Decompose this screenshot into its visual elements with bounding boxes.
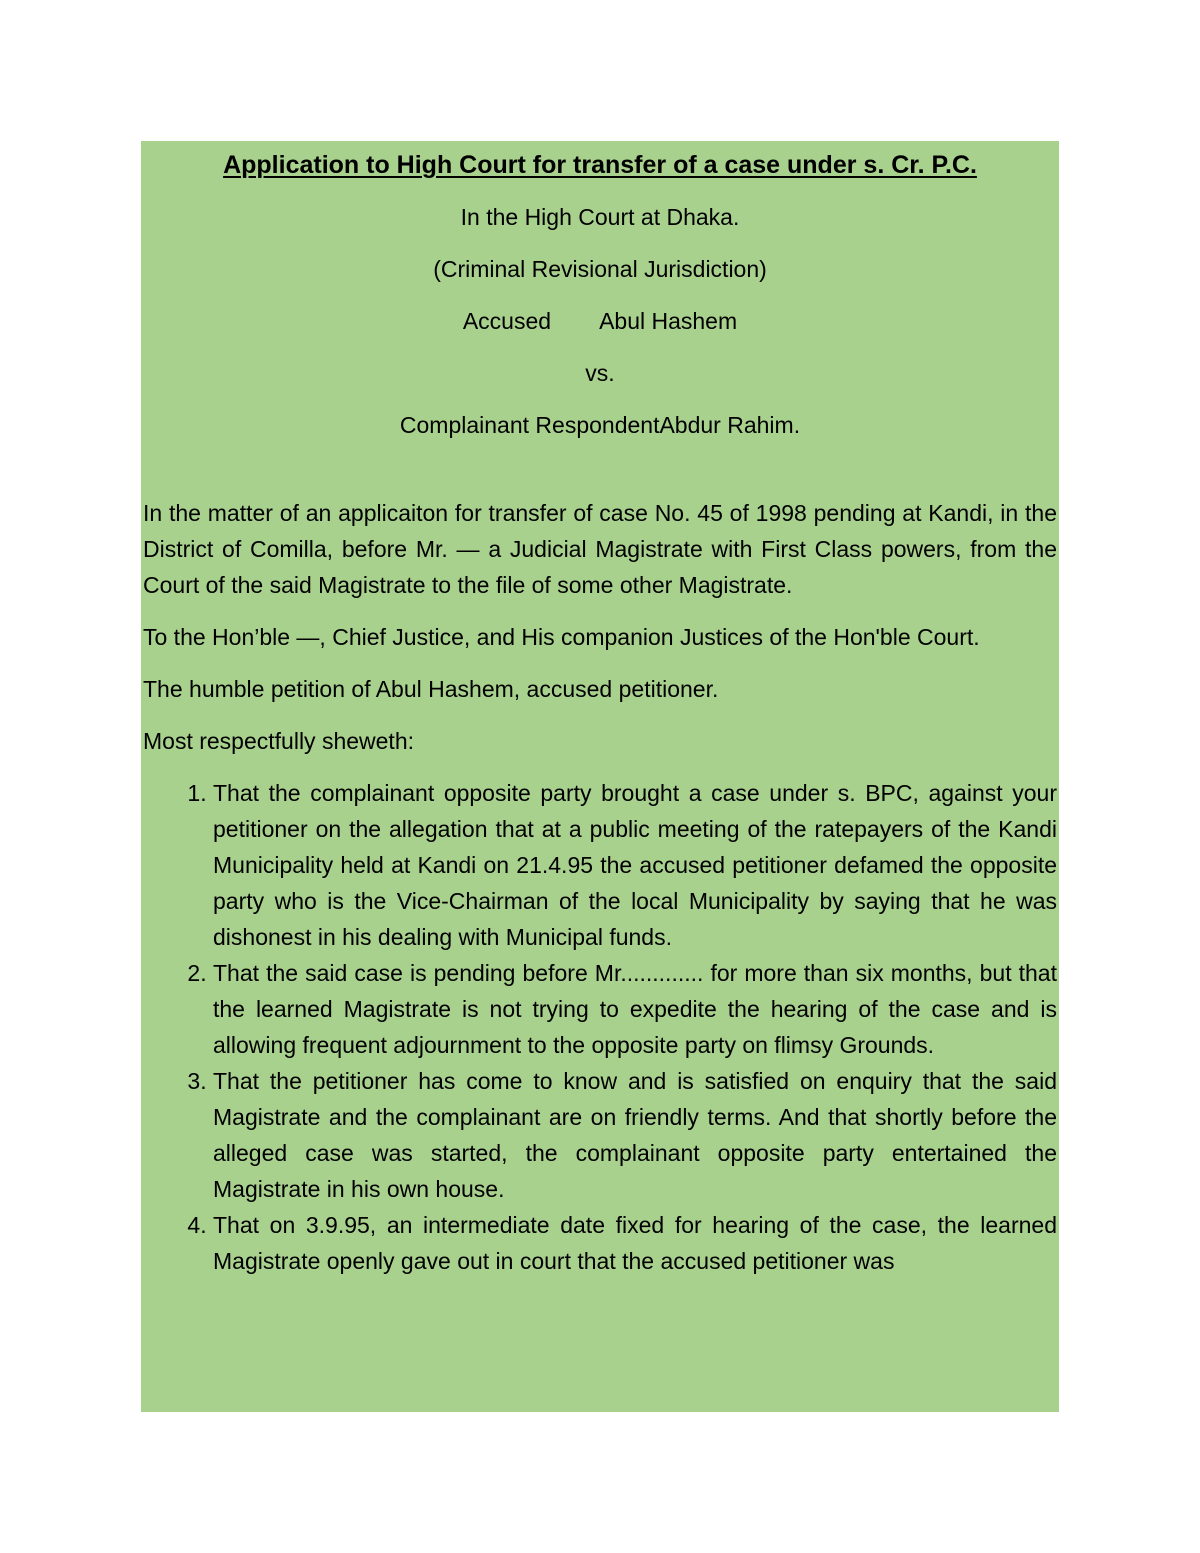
court-heading: In the High Court at Dhaka. [460,204,740,230]
sheweth-line: Most respectfully sheweth: [143,728,415,754]
ground-item: 4. That on 3.9.95, an intermediate date fixed for hearing of the case, the learned Magistrate openly gave out in court that the accused petitioner was [213,1207,1057,1279]
matter-paragraph: In the matter of an applicaiton for transfer of case No. 45 of 1998 pending at Kandi, in the District of Comilla, before Mr. — a Judicial Magistrate with First Class powers, from the Court of the said Magistrate to the file of some other Magistrate. [143,500,1057,598]
versus-line: vs. [585,360,615,386]
ground-item: 3. That the petitioner has come to know and is satisfied on enquiry that the said Magistrate and the complainant are on friendly terms. And that shortly before the alleged case was started, the complainant opposite party entertained the Magistrate in his own house. [213,1063,1057,1207]
accused-name: Abul Hashem [599,308,738,334]
accused-line [143,303,1057,339]
ground-item: 1. That the complainant opposite party brought a case under s. BPC, against your petitioner on the allegation that at a public meeting of the ratepayers of the Kandi Municipality held at Kandi on 21.4.95 the accused petitioner defamed the opposite party who is the Vice-Chairman of the local Municipality by saying that he was dishonest in his dealing with Municipal funds. [213,775,1057,955]
ground-item: 2. That the said case is pending before Mr............. for more than six months, but that the learned Magistrate is not trying to expedite the hearing of the case and is allowing frequent adjournment to the opposite party on flimsy Grounds. [213,955,1057,1063]
addressee-paragraph: To the Hon’ble —, Chief Justice, and His companion Justices of the Hon'ble Court. [143,624,980,650]
blank-line [143,443,1057,495]
document-body [141,141,1059,1412]
document-title: Application to High Court for transfer of a case under s. Cr. P.C. [223,151,977,179]
grounds-list [143,775,1057,1279]
respondent-line: Complainant RespondentAbdur Rahim. [399,412,801,438]
jurisdiction-heading: (Criminal Revisional Jurisdiction) [433,256,767,282]
accused-label: Accused [462,308,552,334]
petition-intro: The humble petition of Abul Hashem, accused petitioner. [143,676,719,702]
